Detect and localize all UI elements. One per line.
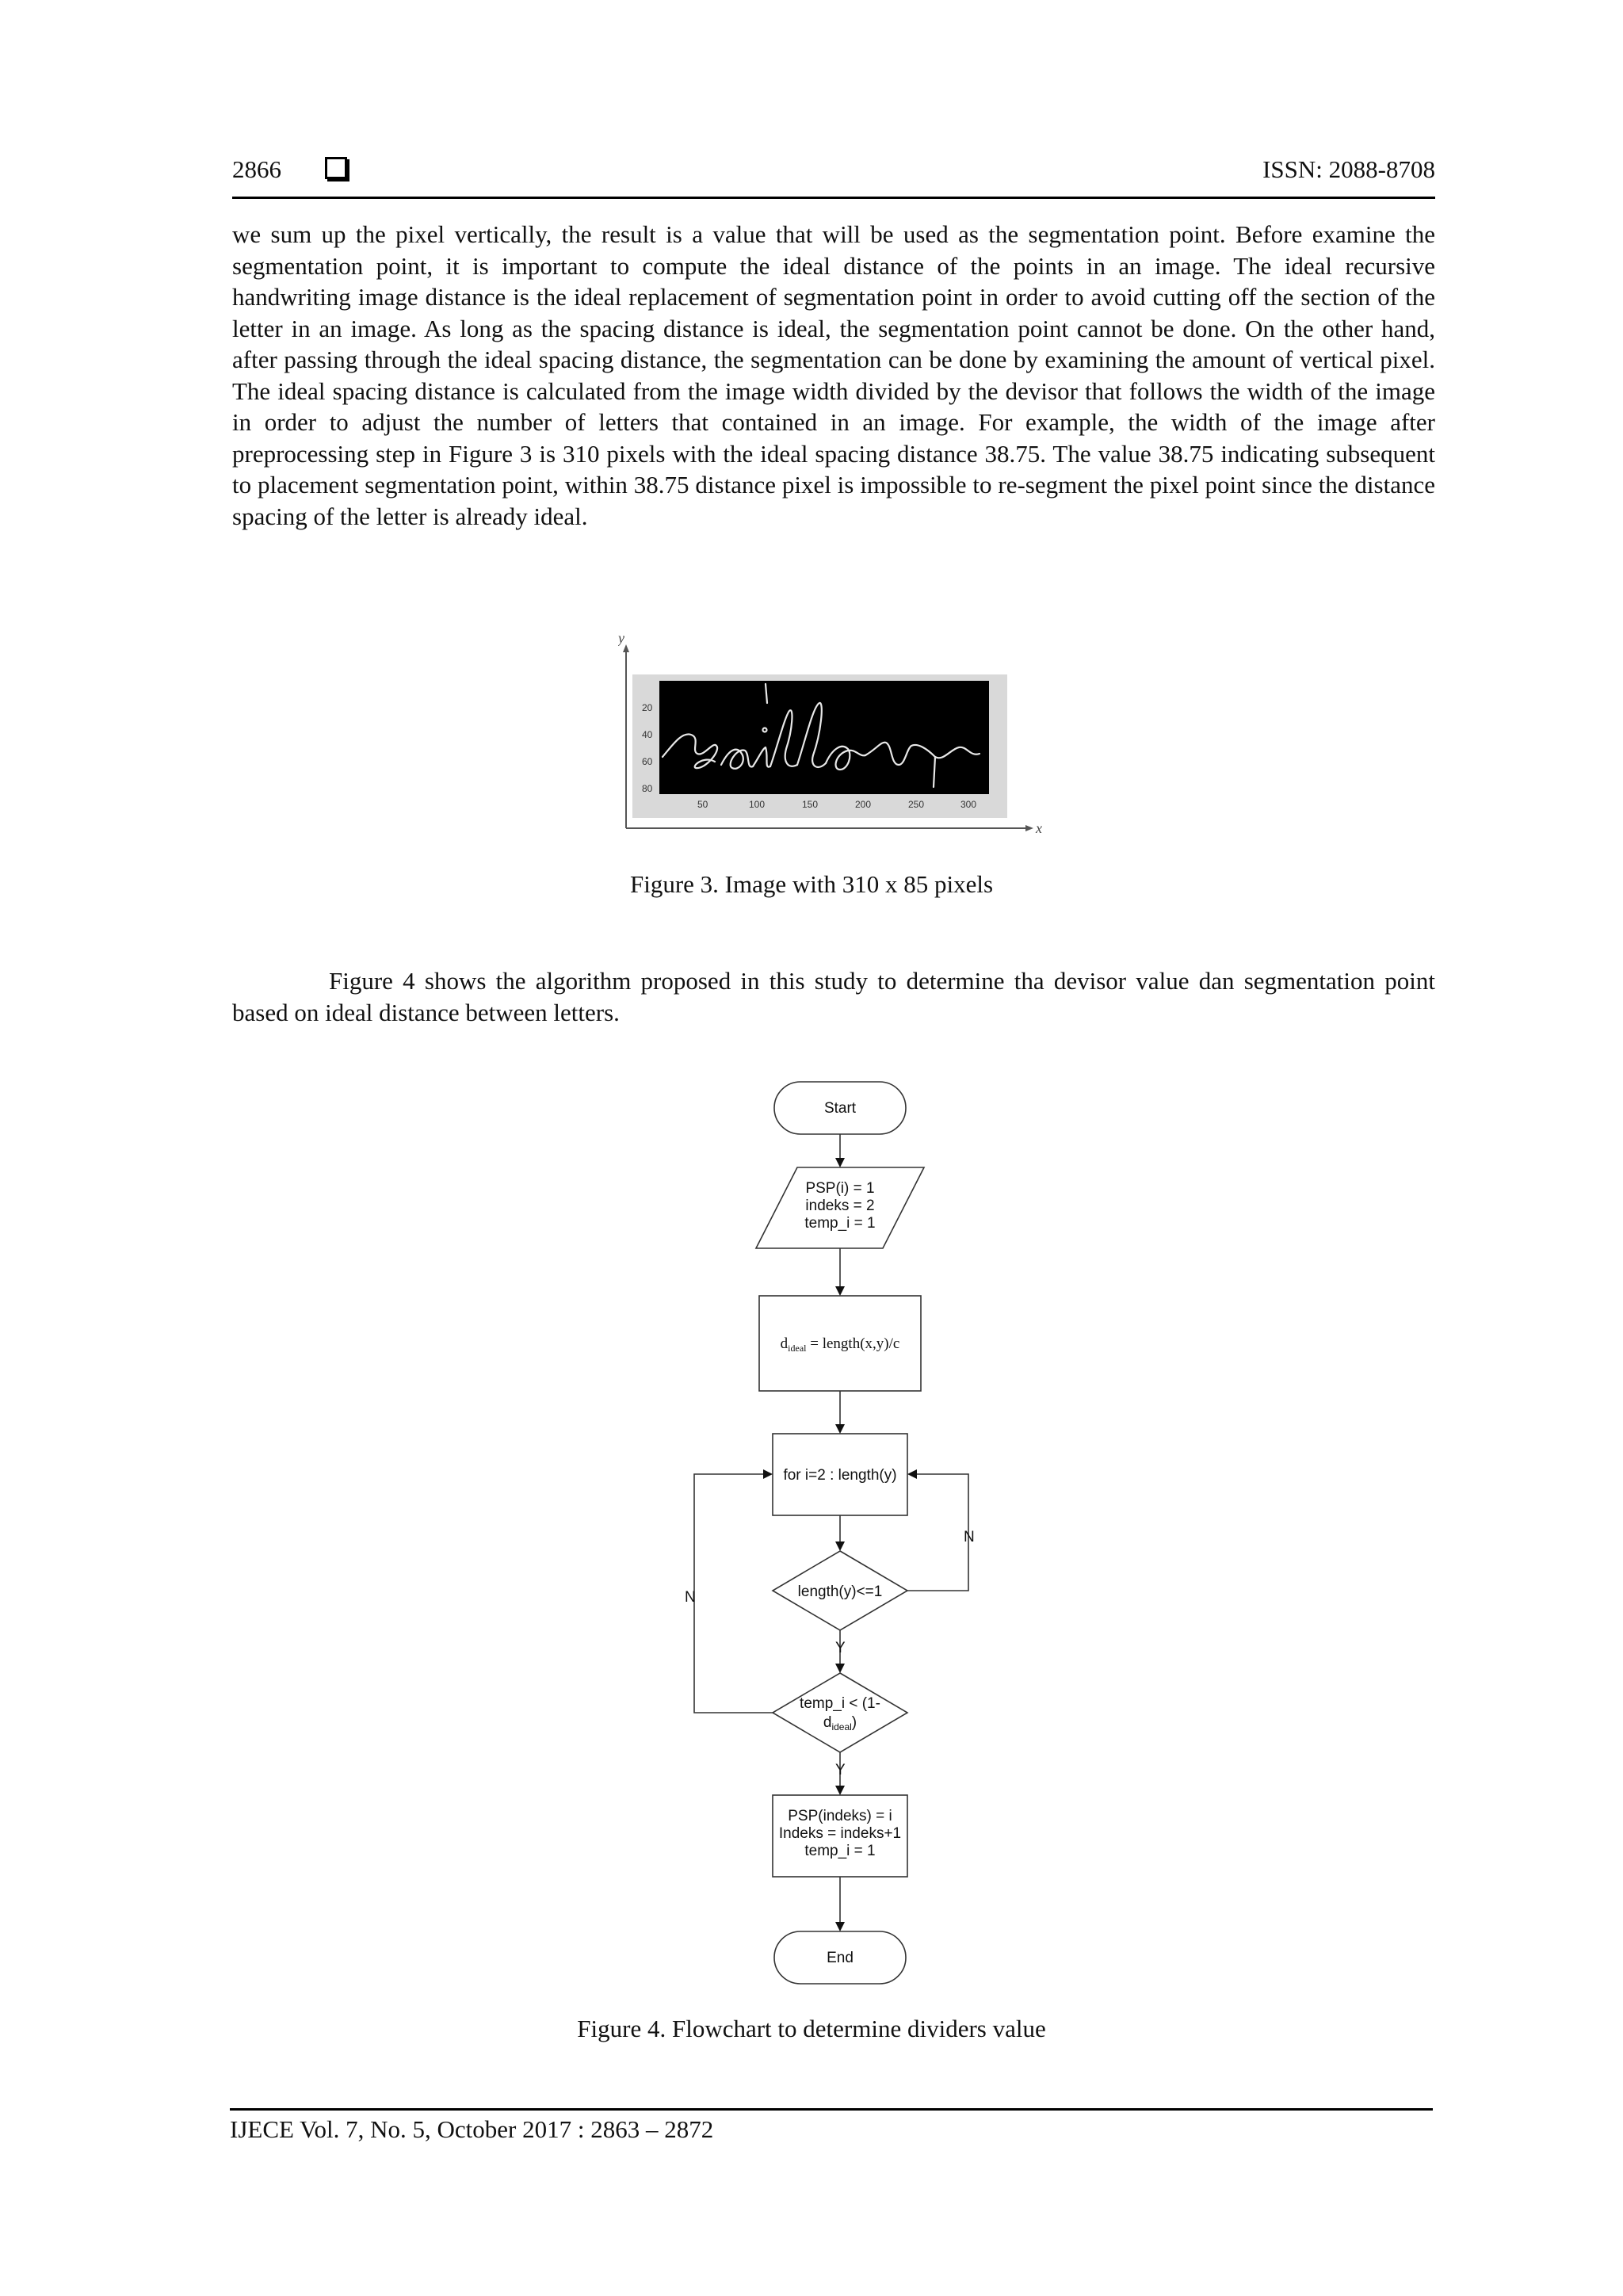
x-tick: 100 [749,799,766,810]
assign-line: Indeks = indeks+1 [778,1825,902,1842]
y-tick: 80 [642,783,653,794]
x-tick: 150 [802,799,819,810]
issn: ISSN: 2088-8708 [1262,155,1435,183]
figure-4-flowchart [682,1074,999,1993]
assign-line: temp_i = 1 [804,1843,876,1859]
label-y: Y [835,1762,846,1778]
flowchart-diagram [682,1074,999,1993]
label-n-left: N [685,1589,696,1606]
init-line: PSP(i) = 1 [805,1180,875,1197]
decision-temp-line2: $d_{ideal}$) [823,1714,857,1733]
x-tick: 50 [697,799,708,810]
start-label: Start [823,1100,857,1117]
y-tick: 20 [642,702,653,713]
arrowhead [835,1664,845,1673]
dideal-formula: $d_{ideal}$ = length(x,y)/c [780,1335,900,1354]
x-tick: 250 [908,799,925,810]
assign-line: PSP(indeks) = i [788,1808,892,1824]
y-tick: 40 [642,729,653,740]
figure-3-caption: Figure 3. Image with 310 x 85 pixels [629,870,994,898]
figure-3-plot [618,630,1046,836]
y-tick: 60 [642,756,653,767]
decision-temp-line1: temp_i < (1- [800,1695,880,1712]
x-axis-label: x [1036,820,1042,836]
decision-length-label: length(y)<=1 [797,1584,883,1600]
init-line: temp_i = 1 [804,1215,876,1232]
figure-3 [618,630,1046,836]
arrowhead [835,1286,845,1296]
body-paragraph: we sum up the pixel vertically, the result is a value that will be used as the segmentation point. Before examine the segmentation point, it is important to compute the ideal distance of the points in an image. The ideal recursive handwriting image distance is the ideal replacement of segmentation point in order to avoid cutting off the section of the letter in an image. As long as the spacing distance is ideal, the segmentation point cannot be done. On the other hand, after passing through the ideal spacing distance, the segmentation can be done by examining the amount of vertical pixel. The ideal spacing distance is calculated from the image width divided by the devisor that follows the width of the image in order to adjust the number of letters that contained in an image. For example, the width of the image after preprocessing step in Figure 3 is 310 pixels with the ideal spacing distance 38.75. The value 38.75 indicating subsequent to placement segmentation point, within 38.75 distance pixel is impossible to re-segment the pixel point since the distance spacing of the letter is already ideal. [232,220,1435,530]
figure-4-caption: Figure 4. Flowchart to determine dividers value [577,2015,1046,2042]
page-header [232,152,1435,199]
decision-temp [773,1673,907,1752]
init-line: indeks = 2 [805,1198,875,1214]
arrowhead [835,1541,845,1551]
arrowhead [835,1922,845,1931]
x-tick: 200 [855,799,872,810]
arrowhead [835,1424,845,1434]
arrowhead [907,1469,917,1479]
y-axis-label: y [618,630,624,646]
page-number: 2866 [232,155,281,183]
arrowhead [835,1786,845,1795]
arrowhead [835,1158,845,1167]
arrowhead [763,1469,773,1479]
square-bullet-icon [325,157,347,179]
loop-label: for i=2 : length(y) [783,1467,897,1484]
page-footer: IJECE Vol. 7, No. 5, October 2017 : 2863 – 2872 [230,2108,1433,2144]
body-paragraph-2: Figure 4 shows the algorithm proposed in this study to determine tha devisor value dan segmentation point based on ideal distance between letters. [232,967,1435,1026]
x-tick: 300 [960,799,977,810]
end-label: End [827,1950,854,1966]
label-y: Y [835,1640,846,1656]
label-n-right: N [964,1529,975,1545]
